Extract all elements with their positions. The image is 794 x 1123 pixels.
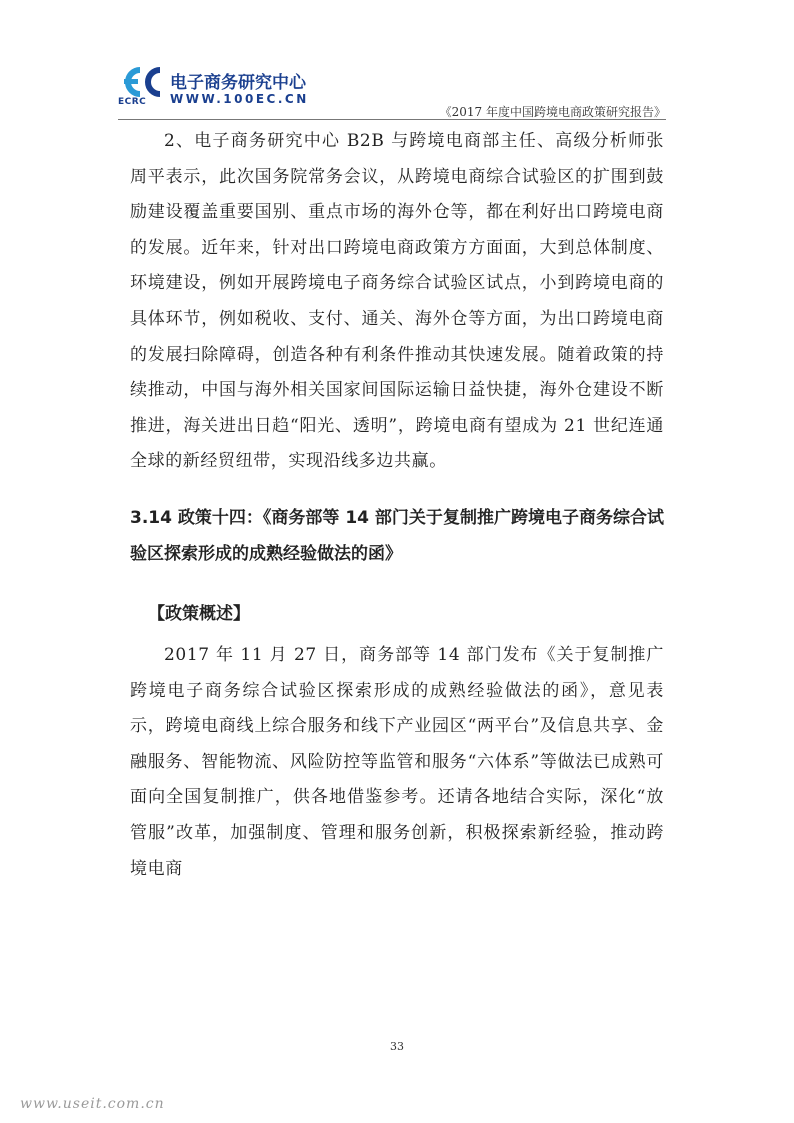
page-content [130,124,664,887]
watermark: www.useit.com.cn [20,1096,165,1112]
body-paragraph-1: 2、电子商务研究中心 B2B 与跨境电商部主任、高级分析师张周平表示，此次国务院常务会议，从跨境电商综合试验区的扩围到鼓励建设覆盖重要国别、重点市场的海外仓等，都在利好出口跨境电商的发展。近年来，针对出口跨境电商政策方方面面，大到总体制度、环境建设，例如开展跨境电子商务综合试验区试点，小到跨境电商的具体环节，例如税收、支付、通关、海外仓等方面，为出口跨境电商的发展扫除障碍，创造各种有利条件推动其快速发展。随着政策的持续推动，中国与海外相关国家间国际运输日益快捷，海外仓建设不断推进，海关进出日趋“阳光、透明”，跨境电商有望成为 21 世纪连通全球的新经贸纽带，实现沿线多边共赢。 [130,131,664,472]
page-number: 33 [390,1040,404,1053]
logo-url: WWW.100EC.CN [170,92,309,106]
section-heading: 3.14 政策十四：《商务部等 14 部门关于复制推广跨境电子商务综合试验区探索形成的成熟经验做法的函》 [130,507,664,564]
logo-abbr: ECRC [118,97,147,107]
header-divider [118,119,666,120]
ecrc-logo-icon [118,66,166,98]
header-logo [118,66,338,108]
body-paragraph-2: 2017 年 11 月 27 日，商务部等 14 部门发布《关于复制推广跨境电子商务综合试验区探索形成的成熟经验做法的函》，意见表示，跨境电商线上综合服务和线下产业园区“两平台”及信息共享、金融服务、智能物流、风险防控等监管和服务“六体系”等做法已成熟可面向全国复制推广，供各地借鉴参考。还请各地结合实际，深化“放管服”改革，加强制度、管理和服务创新，积极探索新经验，推动跨境电商 [130,644,664,879]
overview-label: 【政策概述】 [148,603,250,624]
report-title: 《2017 年度中国跨境电商政策研究报告》 [439,105,666,119]
logo-org-name: 电子商务研究中心 [170,73,306,93]
